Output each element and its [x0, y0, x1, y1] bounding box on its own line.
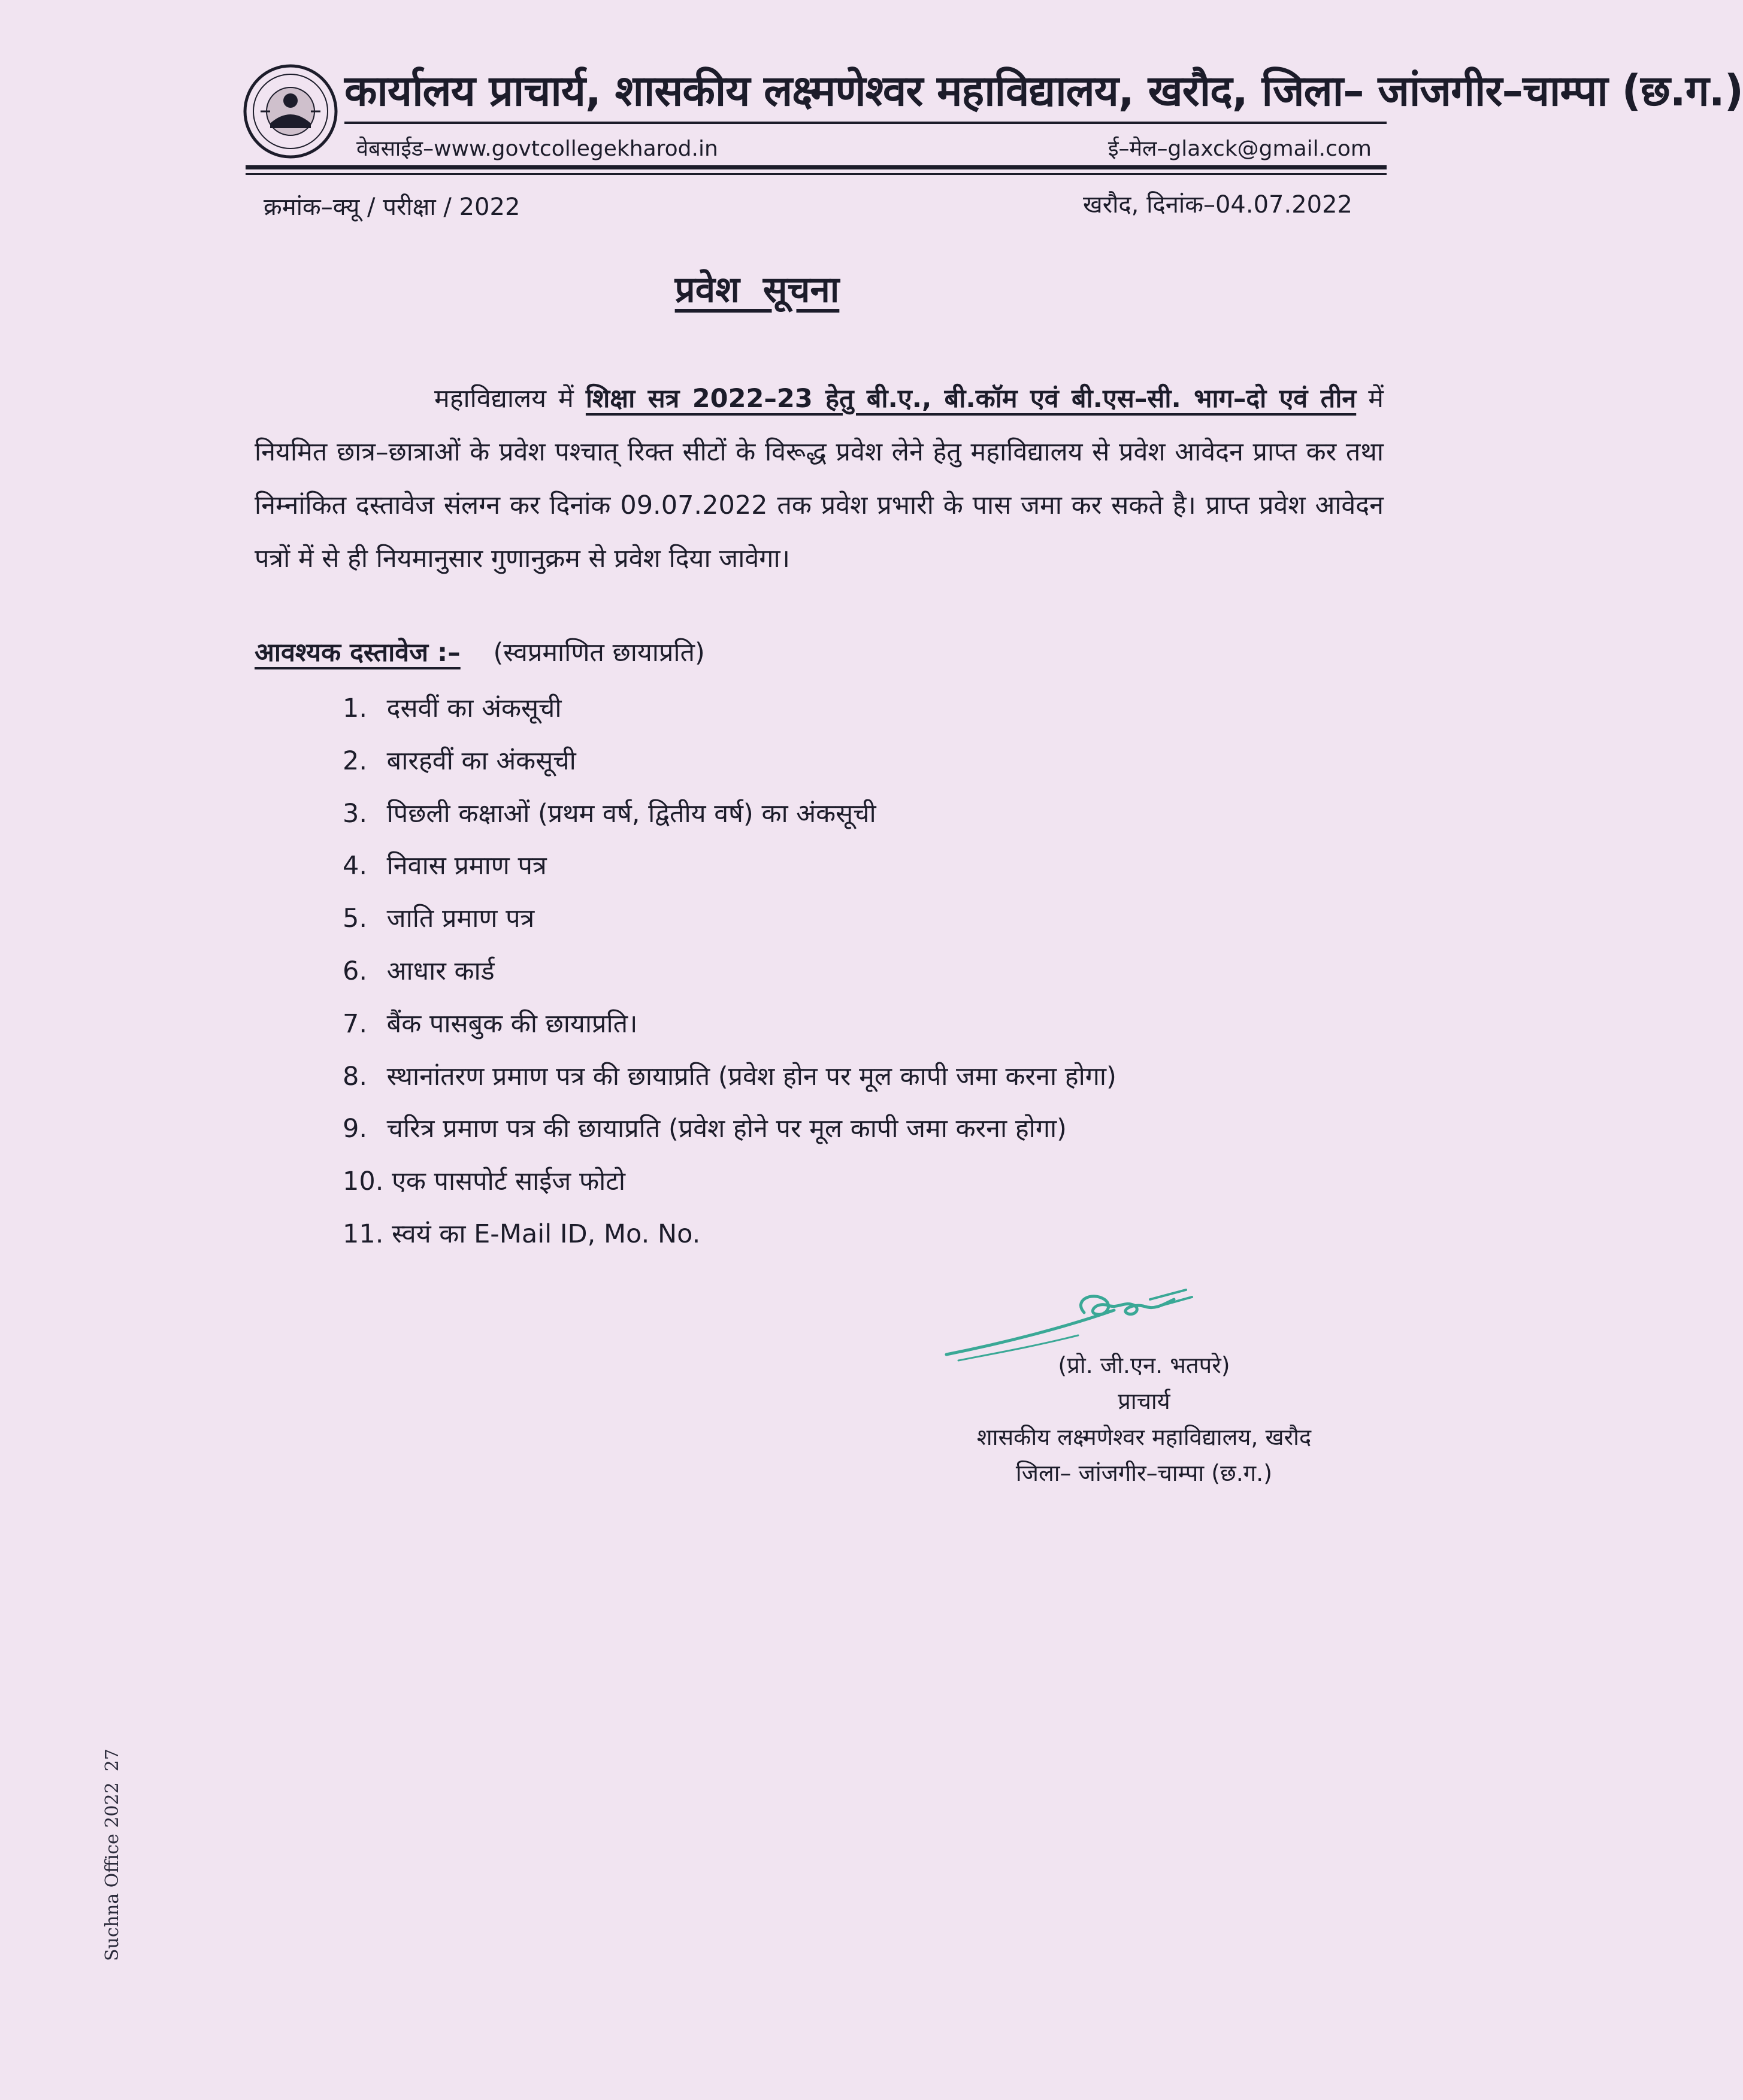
margin-page-number: 27: [102, 1749, 123, 1772]
signatory-name: (प्रो. जी.एन. भतपरे): [1058, 1352, 1230, 1378]
document-item-number: 10.: [343, 1166, 384, 1197]
document-item: [343, 1156, 1397, 1208]
document-item-text: आधार कार्ड: [386, 956, 495, 986]
signatory-block: [892, 1347, 1396, 1491]
email-text: ई–मेल–glaxck@gmail.com: [1107, 137, 1372, 161]
document-item: [343, 893, 1397, 946]
document-item-number: 7.: [343, 1008, 368, 1039]
notice-title-text: प्रवेश सूचना: [674, 269, 840, 311]
document-item-text: एक पासपोर्ट साईज फोटो: [392, 1166, 626, 1197]
margin-note-text: Suchna Office 2022: [102, 1782, 123, 1961]
document-item-text: स्वयं का E-Mail ID, Mo. No.: [392, 1219, 701, 1249]
document-item-number: 5.: [343, 904, 368, 934]
document-item-number: 9.: [343, 1114, 368, 1144]
document-item-text: बारहवीं का अंकसूची: [386, 746, 576, 776]
document-item-text: निवास प्रमाण पत्र: [386, 851, 547, 881]
website-text: वेबसाईड–www.govtcollegekharod.in: [356, 137, 718, 161]
document-item: [343, 946, 1397, 998]
document-item: [343, 683, 1397, 735]
header-underline: [344, 122, 1387, 124]
document-item-number: 2.: [343, 746, 368, 776]
document-item: [343, 840, 1397, 893]
notice-title: [0, 263, 1514, 313]
body-text-part2: में नियमित छात्र–छात्राओं के प्रवेश पश्चात् रिक्त सीटों के विरूद्ध प्रवेश लेने हेतु महाविद्यालय से प्रवेश आवेदन प्राप्त कर तथा निम्नांकित दस्तावेज संलग्न कर दिनांक 09.07.2022 तक प्रवेश प्रभारी के पास जमा कर सकते है। प्राप्त प्रवेश आवेदन पत्रों में से ही नियमानुसार गुणानुक्रम से प्रवेश दिया जावेगा।: [255, 384, 1384, 574]
documents-list: [343, 683, 1397, 1261]
header-rule-thick: [246, 165, 1387, 169]
header-rule-thin: [246, 173, 1387, 175]
document-item-text: बैंक पासबुक की छायाप्रति।: [386, 1008, 638, 1039]
document-item-number: 4.: [343, 851, 368, 881]
office-title: कार्यालय प्राचार्य, शासकीय लक्ष्मणेश्वर महाविद्यालय, खरौद, जिला– जांजगीर–चाम्पा (छ.ग.): [344, 66, 1743, 116]
documents-heading-label: आवश्यक दस्तावेज :–: [255, 638, 461, 668]
notice-body: [255, 372, 1384, 586]
margin-note: [102, 1749, 123, 1961]
document-item-number: 3.: [343, 798, 368, 829]
document-item: [343, 1103, 1397, 1156]
documents-note: (स्वप्रमाणित छायाप्रति): [493, 638, 705, 668]
document-item-number: 6.: [343, 956, 368, 986]
document-item: [343, 998, 1397, 1051]
document-item-text: जाति प्रमाण पत्र: [386, 904, 535, 934]
body-text-highlight: शिक्षा सत्र 2022–23 हेतु बी.ए., बी.कॉम एवं बी.एस–सी. भाग–दो एवं तीन: [585, 384, 1357, 414]
body-text-part1: महाविद्यालय में: [434, 384, 586, 414]
document-item: [343, 788, 1397, 841]
place-date: खरौद, दिनांक–04.07.2022: [1082, 191, 1352, 219]
signatory-institution: शासकीय लक्ष्मणेश्वर महाविद्यालय, खरौद: [976, 1424, 1312, 1450]
document-item-text: पिछली कक्षाओं (प्रथम वर्ष, द्वितीय वर्ष) का अंकसूची: [386, 798, 876, 829]
documents-heading: [255, 634, 705, 669]
document-item-text: दसवीं का अंकसूची: [386, 693, 562, 723]
document-item-text: स्थानांतरण प्रमाण पत्र की छायाप्रति (प्रवेश होन पर मूल कापी जमा करना होगा): [386, 1061, 1116, 1092]
signatory-district: जिला– जांजगीर–चाम्पा (छ.ग.): [1015, 1460, 1273, 1486]
document-item-text: चरित्र प्रमाण पत्र की छायाप्रति (प्रवेश होने पर मूल कापी जमा करना होगा): [386, 1114, 1067, 1144]
document-item-number: 8.: [343, 1061, 368, 1092]
document-item-number: 11.: [343, 1219, 384, 1249]
signatory-designation: प्राचार्य: [1118, 1388, 1170, 1414]
document-item: [343, 1208, 1397, 1261]
document-item-number: 1.: [343, 693, 368, 723]
document-item: [343, 1051, 1397, 1104]
college-emblem-icon: [243, 63, 338, 159]
reference-number: क्रमांक–क्यू / परीक्षा / 2022: [264, 193, 521, 221]
document-item: [343, 735, 1397, 788]
